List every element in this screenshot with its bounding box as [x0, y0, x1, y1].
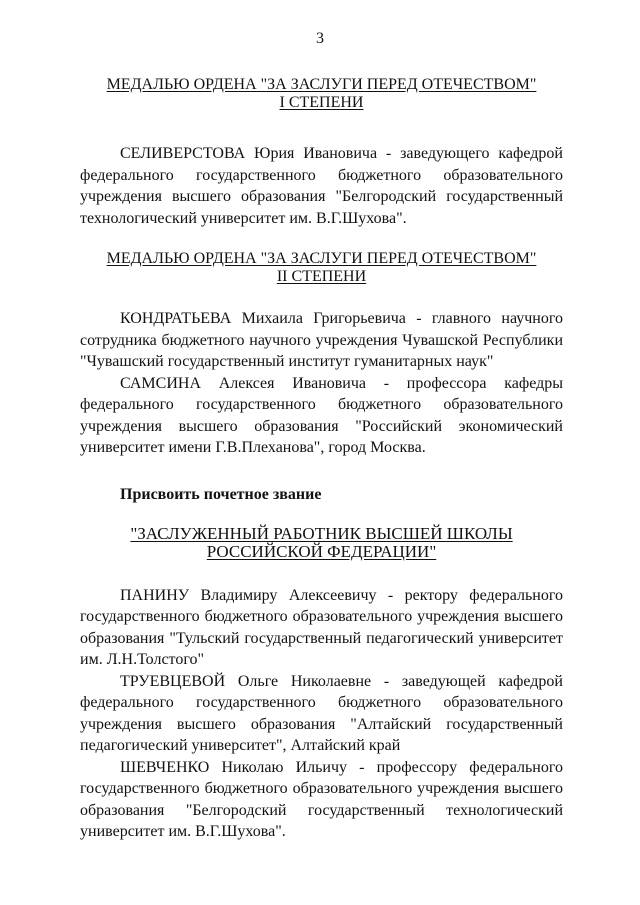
section-medal-2	[80, 250, 563, 459]
heading-line: II СТЕПЕНИ	[276, 268, 367, 285]
heading-line: МЕДАЛЬЮ ОРДЕНА "ЗА ЗАСЛУГИ ПЕРЕД ОТЕЧЕСТВОМ"	[106, 250, 537, 267]
award-entry: СЕЛИВЕРСТОВА Юрия Ивановича - заведующего кафедрой федерального государственного бюджетного образовательного учреждения высшего образования "Белгородский государственный технологический университет им. В.Г.Шухова".	[80, 145, 563, 227]
document-body	[80, 76, 563, 843]
heading-line: МЕДАЛЬЮ ОРДЕНА "ЗА ЗАСЛУГИ ПЕРЕД ОТЕЧЕСТВОМ"	[106, 76, 537, 93]
award-entry: КОНДРАТЬЕВА Михаила Григорьевича - главного научного сотрудника бюджетного научного учреждения Чувашской Республики "Чувашский государственный институт гуманитарных наук"	[80, 310, 563, 370]
page-number: 3	[316, 30, 324, 47]
award-entry: ТРУЕВЦЕВОЙ Ольге Николаевне - заведующей кафедрой федерального государственного бюджетного образовательного учреждения высшего образования "Алтайский государственный педагогический университет", Алтайский край	[80, 672, 563, 754]
award-entry: САМСИНА Алексея Ивановича - профессора кафедры федерального государственного бюджетного образовательного учреждения высшего образования "Российский экономический университет имени Г.В.Плеханова", город Москва.	[80, 374, 563, 456]
heading-line: РОССИЙСКОЙ ФЕДЕРАЦИИ"	[206, 541, 437, 561]
section-heading	[80, 250, 563, 286]
section-heading	[80, 76, 563, 112]
award-lead: Присвоить почетное звание	[120, 485, 322, 503]
section-heading	[80, 525, 563, 561]
heading-line: "ЗАСЛУЖЕННЫЙ РАБОТНИК ВЫСШЕЙ ШКОЛЫ	[130, 523, 513, 543]
section-honorary-title	[80, 525, 563, 843]
heading-line: I СТЕПЕНИ	[279, 94, 364, 111]
award-entry: ПАНИНУ Владимиру Алексеевичу - ректору федерального государственного бюджетного образовательного учреждения высшего образования "Тульский государственный педагогический университет им. Л.Н.Толстого"	[80, 586, 563, 668]
section-medal-1	[80, 76, 563, 229]
award-entry: ШЕВЧЕНКО Николаю Ильичу - профессору федерального государственного бюджетного образовательного учреждения высшего образования "Белгородский государственный технологический университет им. В.Г.Шухова".	[80, 758, 563, 840]
